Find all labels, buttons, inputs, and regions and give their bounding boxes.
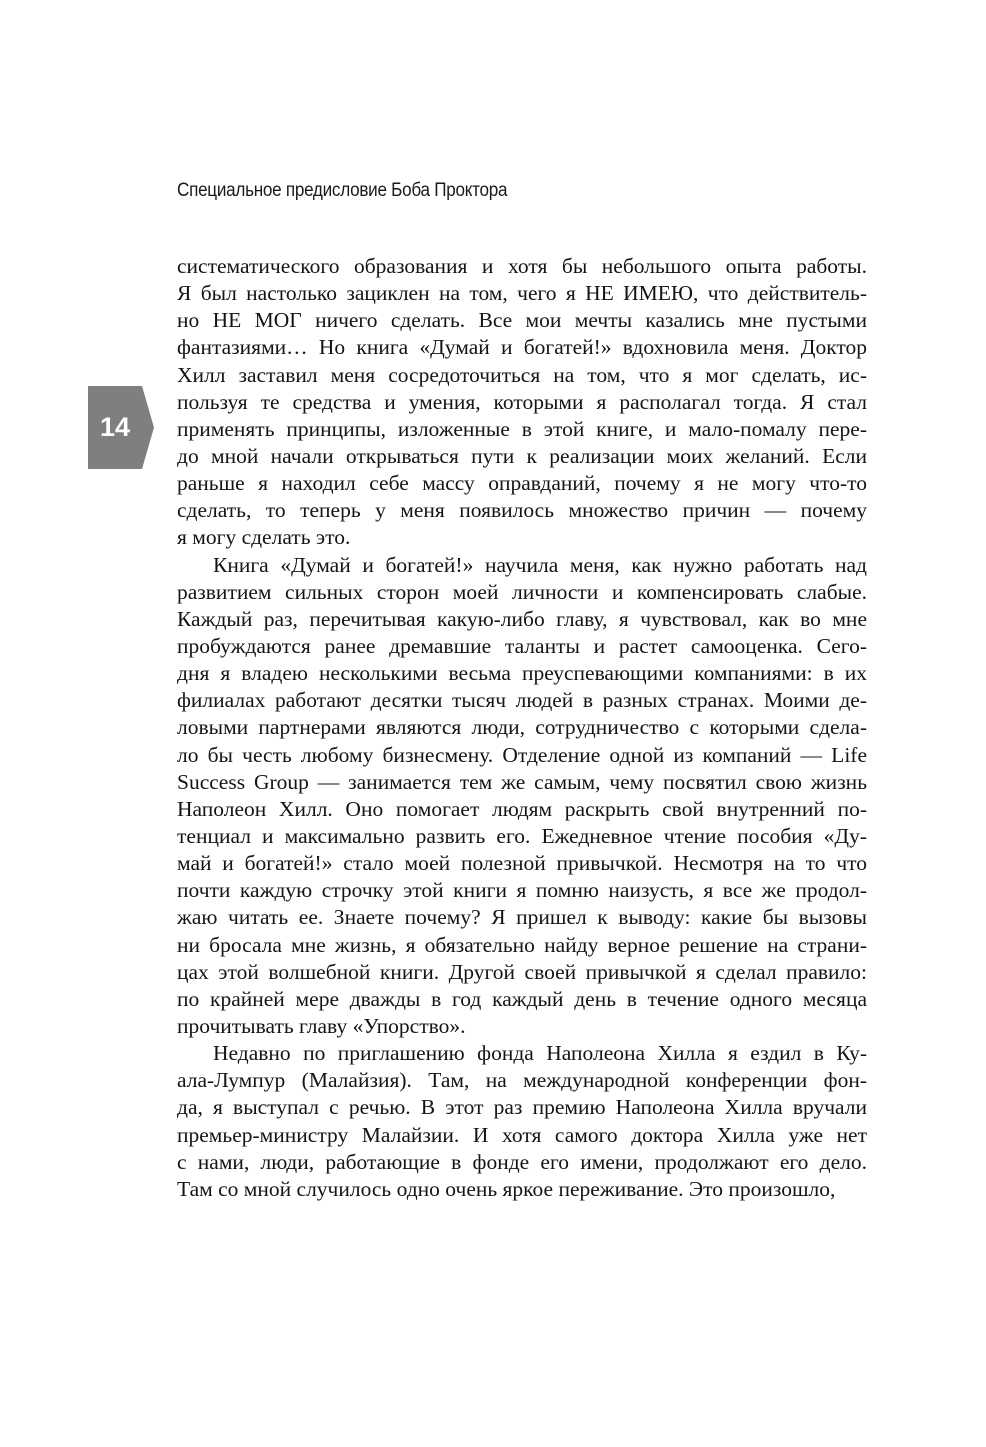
text-line: применять принципы, изложенные в этой книге, и мало-помалу пере-	[177, 416, 867, 441]
body-text	[177, 253, 867, 1203]
text-line: Success Group — занимается тем же самым, чему посвятил свою жизнь	[177, 769, 867, 794]
paragraph	[177, 253, 867, 552]
text-line: фантазиями… Но книга «Думай и богатей!» вдохновила меня. Доктор	[177, 335, 867, 360]
text-line: я могу сделать это.	[177, 525, 351, 550]
text-line: но НЕ МОГ ничего сделать. Все мои мечты казались мне пустыми	[177, 308, 867, 333]
running-header: Специальное предисловие Боба Проктора	[177, 180, 508, 201]
text-line: Наполеон Хилл. Оно помогает людям раскрыть свой внутренний по-	[177, 796, 867, 821]
paragraph	[177, 1040, 867, 1203]
text-line: Хилл заставил меня сосредоточиться на том, что я мог сделать, ис-	[177, 362, 867, 387]
text-line: развитием сильных сторон моей личности и компенсировать слабые.	[177, 579, 867, 604]
text-line: дня я владею несколькими весьма преуспевающими компаниями: в их	[177, 661, 867, 686]
text-line: премьер-министру Малайзии. И хотя самого доктора Хилла уже нет	[177, 1122, 867, 1147]
text-line: тенциал и максимально развить его. Ежедневное чтение пособия «Ду-	[177, 823, 867, 848]
page-number: 14	[99, 412, 131, 442]
text-line: Книга «Думай и богатей!» научила меня, как нужно работать над	[213, 552, 867, 577]
text-line: раньше я находил себе массу оправданий, почему я не могу что-то	[177, 471, 867, 496]
text-line: ловыми партнерами являются люди, сотрудничество с которыми сдела-	[177, 715, 867, 740]
text-line: Недавно по приглашению фонда Наполеона Хилла я ездил в Ку-	[213, 1041, 867, 1066]
text-line: почти каждую строчку этой книги я помню наизусть, я все же продол-	[177, 878, 867, 903]
text-line: ни бросала мне жизнь, я обязательно найду верное решение на страни-	[177, 932, 867, 957]
text-line: Каждый раз, перечитывая какую-либо главу, я чувствовал, как во мне	[177, 606, 867, 631]
text-line: пользуя те средства и умения, которыми я располагал тогда. Я стал	[177, 389, 867, 414]
text-line: прочитывать главу «Упорство».	[177, 1013, 466, 1038]
text-line: ло бы честь любому бизнесмену. Отделение одной из компаний — Life	[177, 742, 867, 767]
text-line: систематического образования и хотя бы небольшого опыта работы.	[177, 254, 867, 278]
text-line: по крайней мере дважды в год каждый день в течение одного месяца	[177, 986, 867, 1011]
text-line: жаю читать ее. Знаете почему? Я пришел к выводу: какие бы вызовы	[177, 905, 867, 930]
text-line: Там со мной случилось одно очень яркое переживание. Это произошло,	[177, 1176, 836, 1201]
text-line: ала-Лумпур (Малайзия). Там, на международной конференции фон-	[177, 1068, 867, 1093]
text-line: май и богатей!» стало моей полезной привычкой. Несмотря на то что	[177, 851, 867, 876]
text-line: сделать, то теперь у меня появилось множество причин — почему	[177, 498, 867, 523]
text-line: пробуждаются ранее дремавшие таланты и растет самооценка. Сего-	[177, 633, 867, 658]
paragraph	[177, 552, 867, 1041]
text-line: цах этой волшебной книги. Другой своей привычкой я сделал правило:	[177, 959, 867, 984]
text-line: до мной начали открываться пути к реализации моих желаний. Если	[177, 443, 867, 468]
text-line: филиалах работают десятки тысяч людей в разных странах. Моими де-	[177, 688, 867, 713]
text-line: с нами, люди, работающие в фонде его имени, продолжают его дело.	[177, 1149, 867, 1174]
text-line: Я был настолько зациклен на том, чего я НЕ ИМЕЮ, что действитель-	[177, 281, 867, 306]
text-line: да, я выступал с речью. В этот раз премию Наполеона Хилла вручали	[177, 1095, 867, 1120]
